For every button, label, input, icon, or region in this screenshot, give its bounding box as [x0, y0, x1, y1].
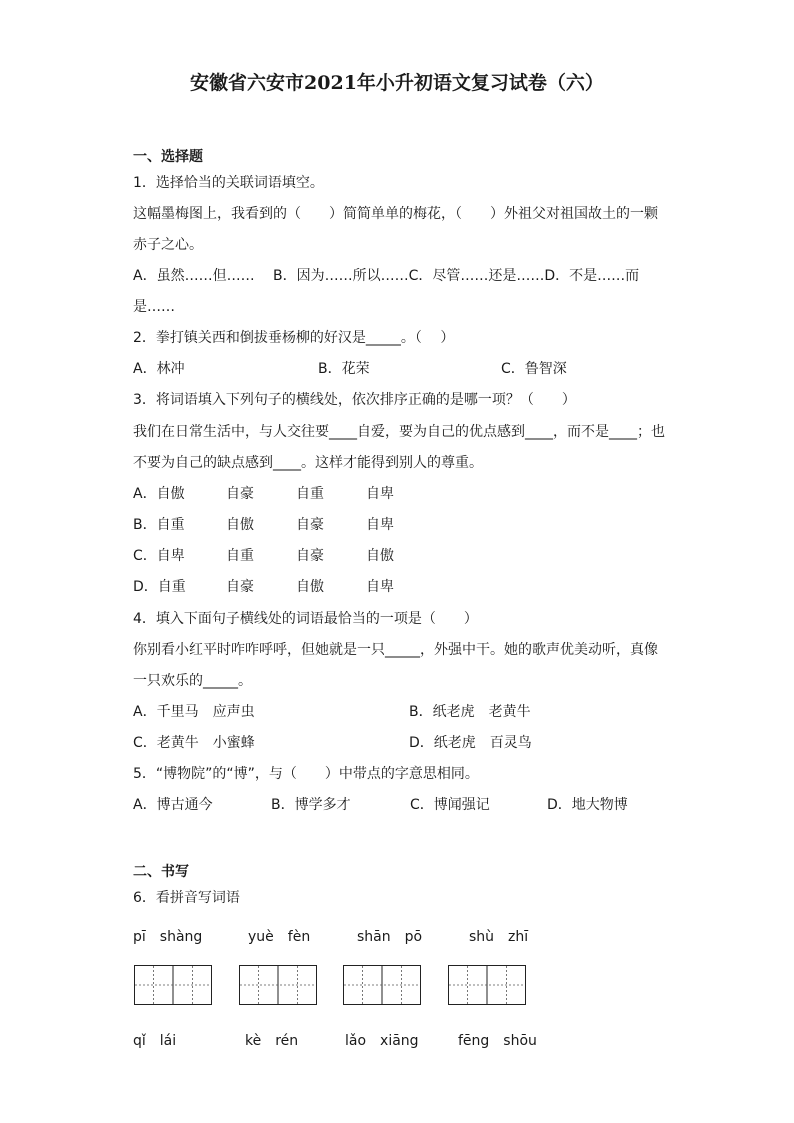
option-a: A．千里马 应声虫 — [133, 704, 255, 720]
option-c: C．博闻强记 — [410, 797, 490, 813]
option-word: 自卑 — [366, 579, 394, 595]
writing-grid-box[interactable] — [448, 965, 526, 1005]
pinyin-label: kè rén — [245, 1033, 299, 1049]
option-word: A．自傲 — [133, 486, 185, 502]
option-a: A．林冲 — [133, 361, 185, 377]
writing-grid-box[interactable] — [134, 965, 212, 1005]
option-word: 自卑 — [366, 517, 394, 533]
option-word: 自重 — [226, 548, 254, 564]
pinyin-label: shù zhī — [469, 929, 529, 945]
question-3-text-cont: 不要为自己的缺点感到____。这样才能得到别人的尊重。 — [133, 455, 483, 471]
option-word: 自傲 — [296, 579, 324, 595]
question-6-stem: 6．看拼音写词语 — [133, 890, 240, 906]
writing-grid-box[interactable] — [343, 965, 421, 1005]
pinyin-label: fēng shōu — [458, 1033, 537, 1049]
pinyin-label: yuè fèn — [248, 929, 311, 945]
question-1-text-cont: 赤子之心。 — [133, 237, 203, 253]
option-d: D．地大物博 — [547, 797, 628, 813]
option-b: B．博学多才 — [271, 797, 351, 813]
pinyin-label: lǎo xiāng — [345, 1033, 419, 1049]
option-c: C．老黄牛 小蜜蜂 — [133, 735, 255, 751]
option-a: A．博古通今 — [133, 797, 213, 813]
option-word: 自豪 — [296, 548, 324, 564]
question-3-stem: 3．将词语填入下列句子的横线处，依次排序正确的是哪一项？（ ） — [133, 392, 576, 408]
pinyin-label: shān pō — [357, 929, 423, 945]
option-word: C．自卑 — [133, 548, 185, 564]
question-1-text: 这幅墨梅图上，我看到的（ ）简简单单的梅花，（ ）外祖父对祖国故土的一颗 — [133, 206, 658, 222]
question-5-stem: 5．“博物院”的“博”，与（ ）中带点的字意思相同。 — [133, 766, 479, 782]
question-3-text: 我们在日常生活中，与人交往要____自爱，要为自己的优点感到____，而不是____；也 — [133, 424, 665, 440]
pinyin-label: qǐ lái — [133, 1033, 177, 1049]
option-word: 自豪 — [226, 486, 254, 502]
question-2-stem: 2．拳打镇关西和倒拔垂杨柳的好汉是_____。（ ） — [133, 330, 455, 346]
question-4-text: 你别看小红平时咋咋呼呼，但她就是一只_____，外强中干。她的歌声优美动听，真像 — [133, 642, 658, 658]
option-word: D．自重 — [133, 579, 186, 595]
option-word: 自重 — [296, 486, 324, 502]
section-heading-choice: 一、选择题 — [133, 149, 203, 165]
option-c: C．鲁智深 — [501, 361, 567, 377]
option-word: 自豪 — [296, 517, 324, 533]
option-word: 自豪 — [226, 579, 254, 595]
pinyin-label: pī shàng — [133, 929, 203, 945]
question-1-options: A．虽然……但…… B．因为……所以……C．尽管……还是……D．不是……而 — [133, 268, 640, 284]
option-word: 自傲 — [366, 548, 394, 564]
option-word: 自卑 — [366, 486, 394, 502]
writing-grid-box[interactable] — [239, 965, 317, 1005]
option-word: B．自重 — [133, 517, 185, 533]
option-b: B．纸老虎 老黄牛 — [409, 704, 531, 720]
option-d: D．纸老虎 百灵鸟 — [409, 735, 532, 751]
question-1-stem: 1．选择恰当的关联词语填空。 — [133, 175, 324, 191]
question-4-text-cont: 一只欢乐的_____。 — [133, 673, 252, 689]
question-1-options-cont: 是…… — [133, 299, 175, 315]
option-word: 自傲 — [226, 517, 254, 533]
page-title: 安徽省六安市2021年小升初语文复习试卷（六） — [190, 72, 604, 94]
section-heading-writing: 二、书写 — [133, 864, 189, 880]
question-4-stem: 4．填入下面句子横线处的词语最恰当的一项是（ ） — [133, 611, 478, 627]
option-b: B．花荣 — [318, 361, 370, 377]
